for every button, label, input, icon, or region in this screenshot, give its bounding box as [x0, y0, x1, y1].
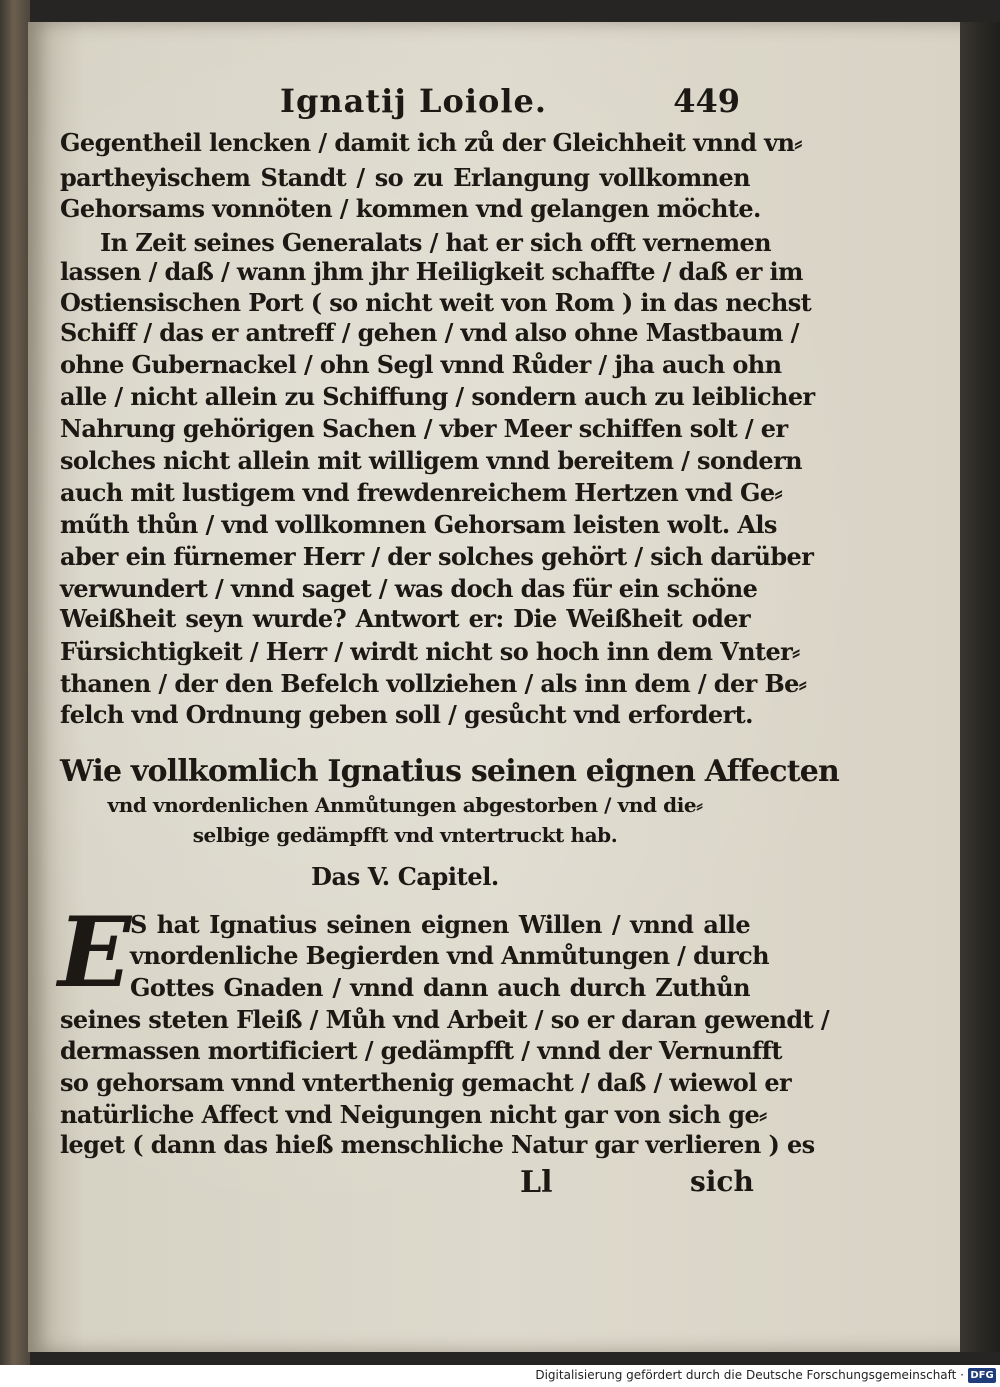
footer-bar — [0, 1365, 1000, 1387]
chapter-line: S hat Ignatius seinen eignen Willen / vnnd alle — [130, 910, 750, 939]
chapter-line: vnordenliche Begierden vnd Anmůtungen / durch — [130, 941, 770, 970]
body-line: Gehorsams vonnöten / kommen vnd gelangen möchte. — [60, 194, 761, 223]
body-line: felch vnd Ordnung geben soll / gesůcht vnd erfordert. — [60, 700, 753, 729]
chapter-title-line: selbige gedämpfft vnd vntertruckt hab. — [192, 823, 618, 847]
body-line: thanen / der den Befelch vollziehen / als inn dem / der Be⸗ — [60, 669, 807, 698]
dfg-logo-icon: DFG — [968, 1368, 996, 1383]
chapter-label: Das V. Capitel. — [311, 862, 499, 891]
body-line: Gegentheil lencken / damit ich zů der Gleichheit vnnd vn⸗ — [60, 128, 802, 157]
page-number: 449 — [673, 82, 740, 120]
signature-mark: Ll — [520, 1165, 553, 1200]
chapter-title-line: vnd vnordenlichen Anmůtungen abgestorben / vnd die⸗ — [107, 793, 703, 817]
chapter-line: seines steten Fleiß / Můh vnd Arbeit / so er daran gewendt / — [60, 1005, 830, 1034]
body-line: solches nicht allein mit willigem vnnd bereitem / sondern — [60, 446, 802, 475]
chapter-line: dermassen mortificiert / gedämpfft / vnnd der Vernunfft — [60, 1036, 782, 1065]
funding-note: Digitalisierung gefördert durch die Deutsche Forschungsgemeinschaft · — [535, 1368, 964, 1382]
left-page-edge — [0, 0, 30, 1365]
chapter-line: natürliche Affect vnd Neigungen nicht gar von sich ge⸗ — [60, 1100, 767, 1129]
running-title: Ignatij Loiole. — [280, 82, 547, 120]
chapter-line: leget ( dann das hieß menschliche Natur gar verlieren ) es — [60, 1130, 815, 1159]
body-line: verwundert / vnnd saget / was doch das für ein schöne — [60, 574, 758, 603]
body-line: lassen / daß / wann jhm jhr Heiligkeit schaffte / daß er im — [60, 257, 803, 286]
chapter-title: Wie vollkomlich Ignatius seinen eignen Affecten — [60, 754, 840, 789]
body-line: In Zeit seines Generalats / hat er sich offt vernemen — [100, 228, 772, 257]
body-line: ohne Gubernackel / ohn Segl vnnd Růder / jha auch ohn — [60, 350, 782, 379]
body-line: Fürsichtigkeit / Herr / wirdt nicht so hoch inn dem Vnter⸗ — [60, 637, 800, 666]
body-line: alle / nicht allein zu Schiffung / sondern auch zu leiblicher — [60, 382, 815, 411]
running-head — [280, 82, 740, 122]
body-line: műth thůn / vnd vollkomnen Gehorsam leisten wolt. Als — [60, 510, 777, 539]
body-line: Nahrung gehörigen Sachen / vber Meer schiffen solt / er — [60, 414, 788, 443]
drop-cap: E — [58, 896, 132, 1009]
body-line: Ostiensischen Port ( so nicht weit von Rom ) in das nechst — [60, 288, 812, 317]
body-line: aber ein fürnemer Herr / der solches gehört / sich darüber — [60, 542, 814, 571]
chapter-line: Gottes Gnaden / vnnd dann auch durch Zuthůn — [130, 973, 750, 1002]
chapter-line: so gehorsam vnnd vnterthenig gemacht / daß / wiewol er — [60, 1068, 792, 1097]
right-page-edge — [960, 22, 1000, 1352]
body-line: auch mit lustigem vnd frewdenreichem Hertzen vnd Ge⸗ — [60, 478, 782, 507]
body-line: partheyischem Standt / so zu Erlangung vollkomnen — [60, 163, 750, 192]
body-line: Weißheit seyn wurde? Antwort er: Die Weißheit oder — [60, 604, 750, 633]
body-line: Schiff / das er antreff / gehen / vnd also ohne Mastbaum / — [60, 318, 799, 347]
catchword: sich — [690, 1165, 754, 1198]
